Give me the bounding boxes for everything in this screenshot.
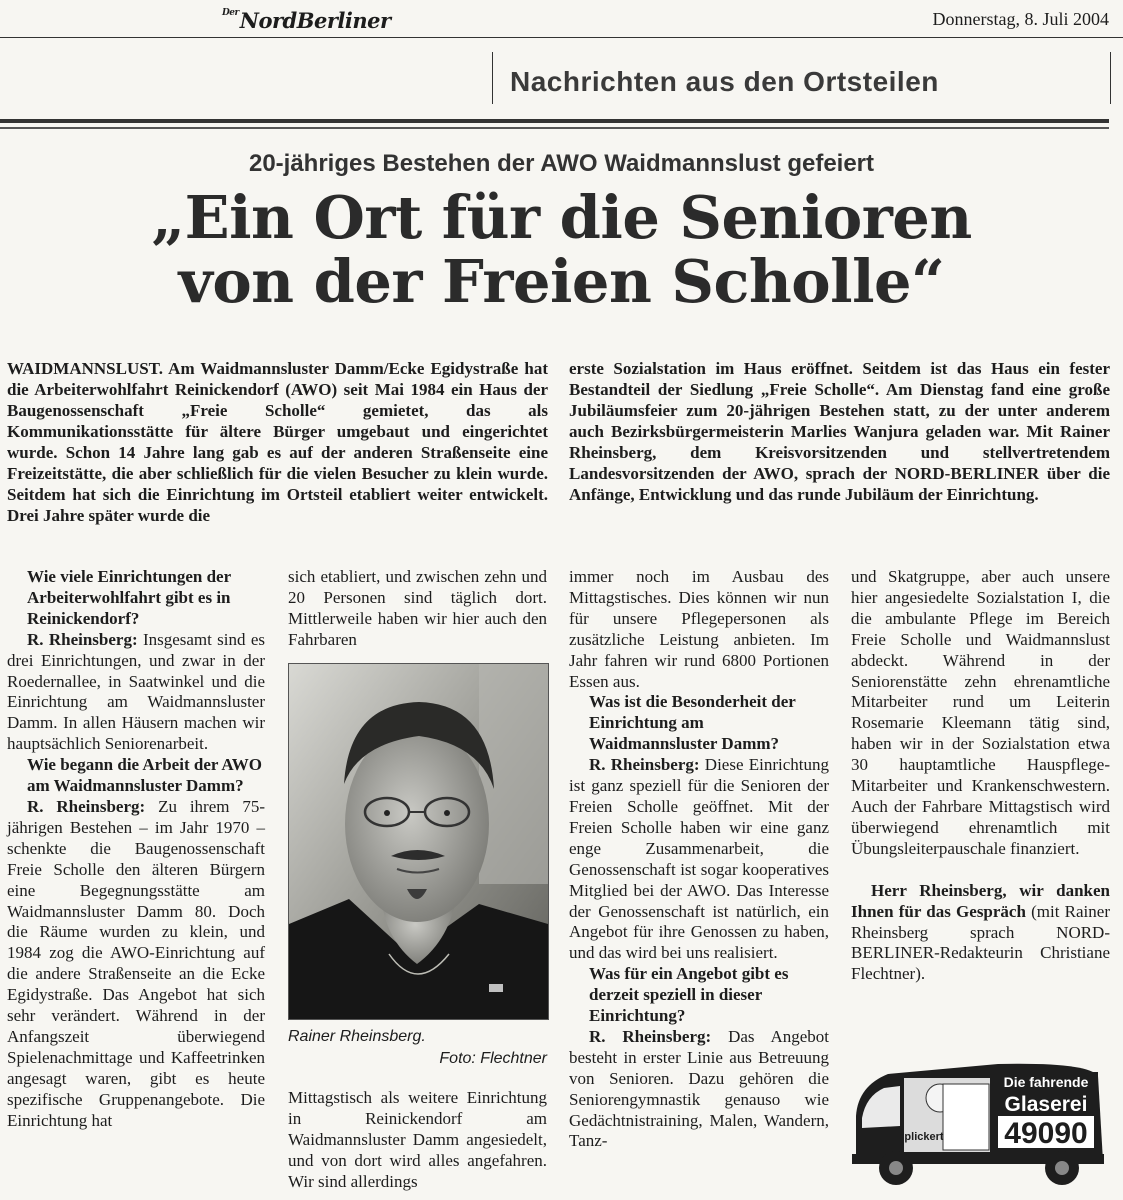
delivery-van-icon: [848, 1056, 1108, 1188]
ad-line-2: Glaserei: [1004, 1093, 1088, 1116]
photo-credit: Foto: Flechtner: [439, 1050, 547, 1067]
lead-paragraph: WAIDMANNSLUST. Am Waidmannsluster Damm/Ecke Egidystraße hat die Arbeiterwohlfahrt Reinickendorf (AWO) seit Mai 1984 ein Haus der Baugenossenschaft „Freie Scholle“ gemietet, das als Kommunikationsstätte für ältere Bürger umgebaut und eingerichtet wurde. Schon 14 Jahre lang gab es auf der anderen Straßenseite eine Freizeitstätte, die aber schließlich für die vielen Besucher zu klein wurde. Seitdem hat sich die Einrichtung im Ortsteil etabliert weiter entwickelt. Drei Jahre später wurde die: [7, 359, 548, 525]
headline: [0, 183, 1123, 316]
article-column-2-top: sich etabliert, und zwischen zehn und 20 Personen sind täglich dort. Mittlerweile haben wir hier auch den Fahrbaren: [288, 567, 547, 649]
speaker-name: R. Rheinsberg:: [589, 1026, 712, 1046]
interview-answer: R. Rheinsberg: Das Angebot besteht in erster Linie aus Betreuung von Senioren. Dazu gehören die Seniorengymnastik genauso wie Gedächtnistraining, Malen, Wandern, Tanz-: [569, 1026, 830, 1151]
speaker-name: R. Rheinsberg:: [589, 755, 700, 775]
ad-phone: 49090: [1004, 1117, 1088, 1150]
headline-line: „Ein Ort für die Senioren: [151, 183, 972, 252]
lead-paragraph: erste Sozialstation im Haus eröffnet. Seitdem ist das Haus ein fester Bestandteil der Siedlung „Freie Scholle“. Am Dienstag fand eine große Jubiläumsfeier zum 20-jährigen Bestehen statt, zu der unter anderem auch Bezirksbürgermeisterin Marlies Wanjura geladen war. Mit Rainer Rheinsberg, dem Kreisvorsitzenden und stellvertretendem Landesvorsitzenden der AWO, sprach der NORD-BERLINER über die Anfänge, Entwicklung und das runde Jubiläum der Einrichtung.: [569, 359, 1110, 504]
closing-note: Herr Rheinsberg, wir danken Ihnen für das Gespräch (mit Rainer Rheinsberg sprach NORD-BERLINER-Redakteurin Christiane Flechtner).: [851, 880, 1110, 984]
newspaper-logo: $^{Der}$NordBerliner: [222, 8, 391, 33]
speaker-name: R. Rheinsberg:: [27, 796, 146, 816]
speaker-name: R. Rheinsberg:: [27, 629, 138, 649]
masthead: [0, 0, 1123, 40]
portrait-photo: [288, 663, 549, 1020]
advertisement-van: [848, 1056, 1108, 1188]
interview-question: Was ist die Besonderheit der Einrichtung am Waidmannsluster Damm?: [589, 692, 796, 754]
divider: [0, 37, 1123, 38]
ad-brand: plickert: [904, 1131, 944, 1143]
divider: [0, 127, 1109, 129]
divider: [0, 119, 1109, 123]
section-title: Nachrichten aus den Ortsteilen: [510, 66, 939, 97]
interview-answer: R. Rheinsberg: Zu ihrem 75-jährigen Bestehen – im Jahr 1970 – schenkte die Baugenossenschaft Freie Scholle den älteren Bürgern eine Begegnungsstätte am Waidmannsluster Damm 80. Doch die Räume wurden zu klein, und 1984 zog die AWO-Einrichtung auf die andere Straßenseite an die Ecke Egidystraße. Das Angebot hat sich sehr verändert. Während in der Anfangszeit überwiegend Spielenachmittage und Kaffeetrinken angesagt waren, gibt es heute spezifische Gruppenangebote. Die Einrichtung hat: [7, 796, 266, 1130]
interview-answer-continued: und Skatgruppe, aber auch unsere hier angesiedelte Sozialstation I, die die ambulante Pflege im Bereich Freie Scholle und Waidmannslust abdeckt. Während in der Seniorenstätte zehn ehrenamtliche Mitarbeiter rund um Leiterin Rosemarie Kleemann tätig sind, haben wir in der Sozialstation etwa 30 hauptamtliche Hauspflege-Mitarbeiter und Krankenschwestern. Auch der Fahrbare Mittagstisch wird überwiegend ehrenamtlich mit Übungsleiterpauschale finanziert.: [851, 567, 1110, 858]
article-column-2-bottom: Mittagstisch als weitere Einrichtung in Reinickendorf am Waidmannsluster Damm angesiedelt, und von dort wird alles angefahren. Wir sind allerdings: [288, 1088, 547, 1191]
interview-question: Wie viele Einrichtungen der Arbeiterwohlfahrt gibt es in Reinickendorf?: [27, 567, 231, 628]
interview-answer: R. Rheinsberg: Diese Einrichtung ist ganz speziell für die Senioren der Freien Scholle geöffnet. Mit der Freien Scholle haben wir eine ganz enge Zusammenarbeit, die Genossenschaft ist sogar kooperatives Mitglied bei der AWO. Das Interesse der Genossenschaft ist natürlich, ein Angebot für ihre Genossen zu haben, und das wird bei uns realisiert.: [569, 755, 830, 963]
portrait-image: [289, 664, 548, 1019]
issue-date: Donnerstag, 8. Juli 2004: [932, 9, 1109, 29]
spacer: [851, 860, 1110, 881]
article-column-1: [7, 567, 265, 1131]
headline-line: von der Freien Scholle“: [178, 247, 945, 316]
interview-answer: R. Rheinsberg: Insgesamt sind es drei Einrichtungen, und zwar in der Roedernallee, in Saatwinkel und die Einrichtung am Waidmannsluster Damm. In allen Häusern machen wir hauptsächlich Seniorenarbeit.: [7, 629, 265, 754]
interview-answer-continued: immer noch im Ausbau des Mittagstisches. Dies können wir nun für unsere Pflegepersonen als zusätzliche Leistung anbieten. Im Jahr fahren wir rund 6800 Portionen Essen aus.: [569, 567, 829, 691]
article-column-4: [851, 567, 1110, 985]
photo-caption: [288, 1026, 547, 1070]
interview-question: Wie begann die Arbeit der AWO am Waidmannsluster Damm?: [27, 755, 263, 796]
interview-question: Was für ein Angebot gibt es derzeit speziell in dieser Einrichtung?: [589, 964, 789, 1026]
caption-text: Rainer Rheinsberg.: [288, 1028, 426, 1045]
article-column-3: [569, 567, 829, 1152]
ad-line-1: Die fahrende: [1003, 1074, 1089, 1090]
subheadline: 20-jähriges Bestehen der AWO Waidmannslust gefeiert: [248, 150, 875, 177]
